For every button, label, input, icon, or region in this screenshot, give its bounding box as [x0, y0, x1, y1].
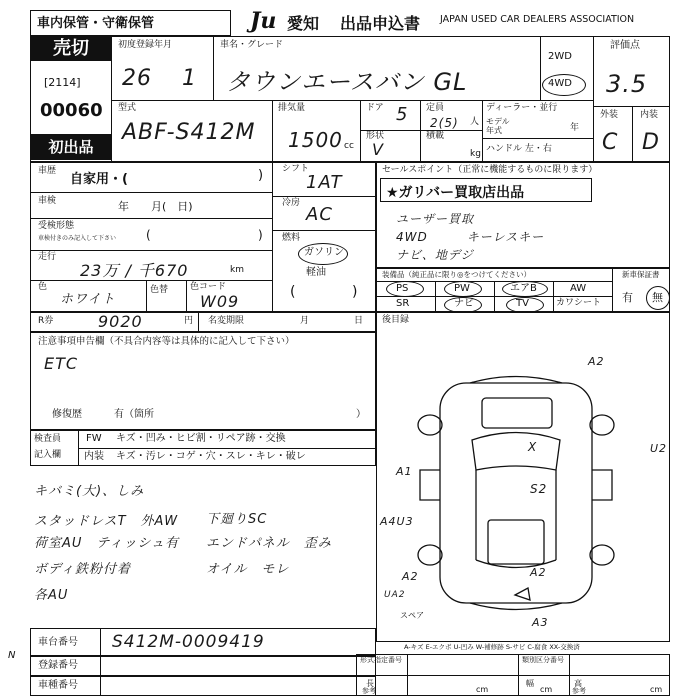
auction-code: [2114]	[44, 76, 81, 89]
mileage-unit: km	[230, 265, 244, 275]
fw-label: FW	[86, 433, 102, 444]
remark-right-1: 下廻りSC	[206, 512, 268, 527]
mark-a2-top: A2	[588, 355, 605, 368]
name-change-month: 月	[300, 316, 310, 326]
mileage-label: 走行	[38, 252, 57, 262]
drive-2wd: 2WD	[548, 51, 572, 62]
equip-leather: カワシート	[556, 298, 602, 308]
cm-3: cm	[650, 685, 663, 694]
inspection-label: 車検	[38, 196, 57, 206]
shape-value: V	[372, 140, 384, 159]
acceptance-label: 受検形態	[38, 221, 75, 231]
aircon-value: AC	[306, 204, 333, 225]
capacity-unit: 人	[470, 117, 480, 127]
rating-value: 3.5	[606, 70, 648, 98]
interior-label: 内装	[640, 110, 659, 120]
type-value: ABF-S412M	[122, 120, 256, 145]
reg-number-label: 車種番号	[38, 680, 78, 691]
equip-pw: PW	[454, 283, 470, 294]
remark-left-1: キバミ(大)、しみ	[34, 484, 145, 499]
chassis-label: 車台番号	[38, 637, 78, 648]
remark-left-3: 荷室AU ティッシュ有	[34, 536, 180, 551]
load-unit: kg	[470, 149, 481, 159]
equip-aw: AW	[570, 283, 587, 294]
storage-label: 車内保管・守衛保管	[37, 16, 155, 31]
damage-legend: A-キズ E-エクボ U-凹み W-補修跡 S-サビ C-腐食 XX-交換済	[404, 643, 580, 651]
remark-left-5: 各AU	[34, 588, 69, 603]
use-close: )	[258, 168, 264, 183]
form-title: 出品申込書	[340, 14, 421, 33]
rear-seat-label: 後目録	[382, 315, 410, 325]
selling-points-title: セールスポイント（正常に機能するものに限ります）	[382, 165, 598, 175]
org-name: 愛知	[287, 14, 320, 33]
equip-sr: SR	[396, 298, 410, 309]
remark-left-2: スタッドレスT 外AW	[34, 514, 179, 529]
length-label: 長	[366, 679, 374, 688]
first-reg-label: 初度登録年月	[118, 40, 173, 50]
mark-u2: U2	[650, 442, 668, 455]
model-year-sub: 年式	[486, 126, 502, 135]
notes-title: 注意事項申告欄（不具合内容等は具体的に記入して下さい）	[38, 336, 295, 347]
use-value: 自家用・(	[70, 172, 128, 187]
inspector-label-2: 記入欄	[34, 450, 62, 460]
fuel-label: 燃料	[282, 233, 301, 243]
selling-note-3: ナビ、地デジ	[396, 248, 474, 262]
ref-label-2: 参考	[572, 687, 586, 695]
acceptance-sub: 車検付きのみ記入して下さい	[38, 235, 117, 242]
color-swap-label: 色替	[150, 285, 169, 295]
mark-s2: S2	[530, 482, 548, 496]
inspector-label-1: 検査員	[34, 434, 62, 444]
width-label: 幅	[526, 679, 534, 688]
shift-value: 1AT	[306, 172, 343, 193]
aircon-label: 冷房	[282, 198, 301, 208]
association-name: JAPAN USED CAR DEALERS ASSOCIATION	[440, 14, 635, 25]
displacement-value: 1500	[288, 128, 343, 152]
warranty-yes: 有	[622, 291, 633, 304]
selling-note-2: 4WD キーレスキー	[396, 230, 545, 244]
repair-label: 修復歴	[52, 409, 82, 420]
model-year-label: モデル	[486, 117, 510, 126]
mark-a2-low: A2	[402, 570, 419, 583]
equipment-title: 装備品（純正品に限り◎をつけてください）	[382, 270, 532, 279]
mileage-value: 23万 / 千670	[80, 261, 189, 280]
int-label: 内装	[84, 451, 104, 462]
r-ticket-label: R券	[38, 316, 54, 326]
cm-1: cm	[476, 685, 489, 694]
first-reg-year: 26	[122, 66, 152, 91]
gulliver-banner: ★ガリバー買取店出品	[386, 185, 525, 201]
form-no-label: 形式指定番号	[360, 656, 402, 664]
mark-a4u3: A4U3	[380, 515, 414, 528]
fuel-light-oil: 軽油	[306, 267, 326, 278]
model-name: タウンエースバン GL	[226, 68, 468, 96]
fuel-gasoline: ガソリン	[304, 247, 344, 258]
equip-airbag: エアB	[510, 283, 537, 294]
remark-right-2: エンドパネル 歪み	[206, 536, 332, 551]
remark-left-4: ボディ鉄粉付着	[34, 562, 131, 577]
color-value: ホワイト	[60, 292, 116, 307]
warranty-no: 無	[652, 291, 663, 304]
height-label: 高	[574, 679, 582, 688]
reg-label: 登録番号	[38, 660, 78, 671]
color-label: 色	[38, 282, 48, 292]
int-items: キズ・汚レ・コゲ・穴・スレ・キレ・破レ	[116, 451, 306, 462]
doors-label: ドア	[366, 103, 384, 113]
load-label: 積載	[426, 131, 445, 141]
use-label: 車歴	[38, 166, 57, 176]
lot-number: 00060	[40, 100, 103, 121]
warranty-label: 新車保証書	[622, 270, 660, 279]
drive-4wd: 4WD	[548, 78, 572, 89]
spare-label: スペア	[400, 611, 424, 620]
fw-items: キズ・凹み・ヒビ割・リペア跡・交換	[116, 433, 286, 444]
displacement-label: 排気量	[278, 103, 306, 113]
mark-ua2: UA2	[384, 590, 406, 600]
mark-a3: A3	[532, 616, 549, 629]
ref-label-1: 参考	[362, 687, 376, 695]
exterior-label: 外装	[600, 110, 619, 120]
category-label: 類別区分番号	[522, 656, 564, 664]
name-change-label: 名変期限	[208, 316, 245, 326]
first-reg-month: 1	[182, 66, 197, 91]
capacity-label: 定員	[426, 103, 445, 113]
mark-n: N	[8, 650, 16, 661]
exterior-grade: C	[602, 130, 619, 155]
doors-value: 5	[396, 104, 409, 125]
mark-a1: A1	[396, 465, 413, 478]
model-grade-label: 車名・グレード	[220, 40, 284, 50]
rating-label: 評価点	[610, 40, 640, 51]
remark-right-3: オイル モレ	[206, 562, 290, 577]
color-code-label: 色コード	[190, 282, 227, 292]
interior-grade: D	[642, 130, 660, 155]
chassis-value: S412M-0009419	[112, 632, 265, 652]
repair-close: ）	[356, 409, 366, 420]
selling-note-1: ユーザー買取	[396, 212, 475, 226]
capacity-value: 2(5)	[430, 116, 459, 130]
r-ticket-value: 9020	[98, 312, 143, 331]
displacement-unit: cc	[344, 141, 354, 151]
reg-number-row	[30, 676, 376, 696]
reg-row	[30, 656, 376, 676]
name-change-day: 日	[354, 316, 364, 326]
mark-x: X	[528, 440, 538, 454]
shift-label: シフト	[282, 164, 310, 174]
handle-label: ハンドル 左・右	[486, 144, 552, 154]
shape-label: 形状	[366, 131, 385, 141]
first-listing-label: 初出品	[31, 134, 111, 160]
color-code-value: W09	[200, 292, 240, 311]
mark-a2-rear: A2	[530, 566, 547, 579]
year-suffix: 年	[570, 123, 580, 133]
repair-value: 有（箇所	[114, 409, 154, 420]
dealer-label: ディーラー・並行	[486, 103, 558, 113]
cm-2: cm	[540, 685, 553, 694]
type-label: 型式	[118, 103, 137, 113]
equip-tv: TV	[516, 298, 529, 309]
inspection-value: 年 月( 日)	[118, 200, 193, 213]
equip-ps: PS	[396, 283, 409, 294]
ju-logo: Ju	[250, 8, 277, 34]
notes-etc: ETC	[44, 354, 79, 373]
r-ticket-unit: 円	[184, 316, 194, 326]
equip-navi: ナビ	[454, 298, 474, 309]
sold-label: 売切	[31, 37, 111, 61]
